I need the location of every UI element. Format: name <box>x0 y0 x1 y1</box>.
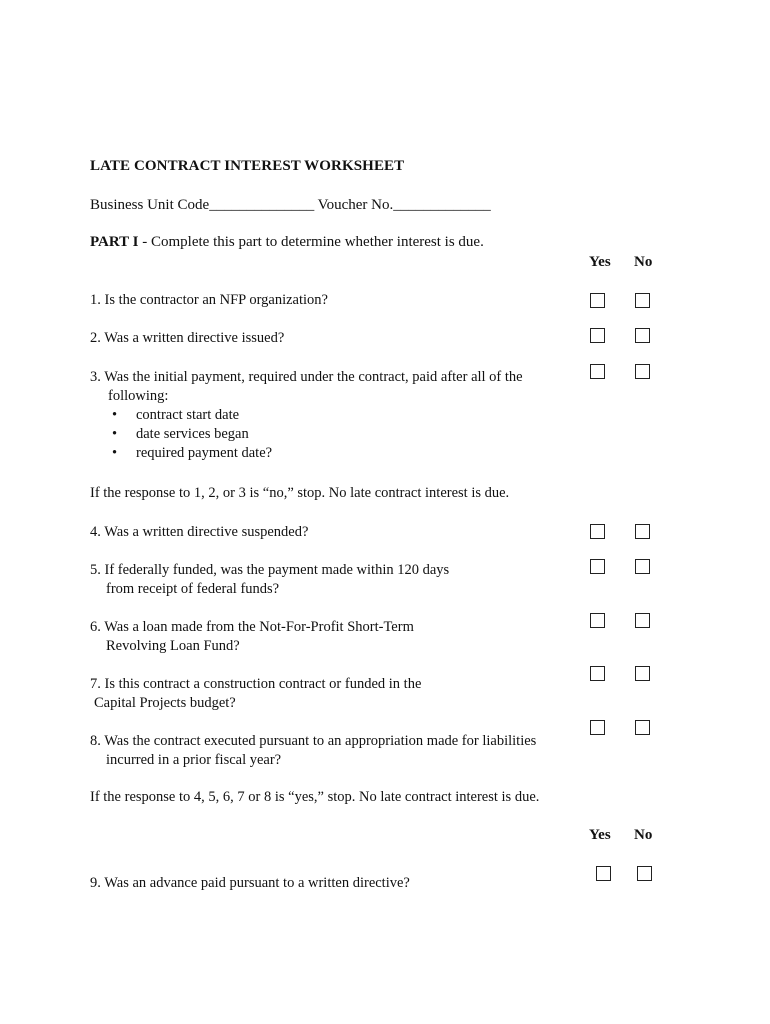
q4-yes-checkbox[interactable] <box>590 524 605 539</box>
q3-no-checkbox[interactable] <box>635 364 650 379</box>
business-unit-blank[interactable]: ______________ <box>209 197 315 213</box>
question-8-line-1: 8. Was the contract executed pursuant to an appropriation made for liabilities <box>90 733 537 749</box>
part-one-label: PART I <box>90 234 139 250</box>
q2-no-checkbox[interactable] <box>635 328 650 343</box>
question-6 <box>90 618 510 656</box>
question-3-line-1: 3. Was the initial payment, required under the contract, paid after all of the <box>90 369 523 385</box>
question-3-line-2: following: <box>108 388 169 404</box>
question-8-line-2: incurred in a prior fiscal year? <box>106 752 282 768</box>
q1-no-checkbox[interactable] <box>635 293 650 308</box>
question-6-line-2: Revolving Loan Fund? <box>106 638 240 654</box>
q6-yes-checkbox[interactable] <box>590 613 605 628</box>
no-header-2: No <box>634 827 653 843</box>
header-fields <box>90 197 491 214</box>
question-1: 1. Is the contractor an NFP organization? <box>90 292 328 308</box>
q9-yes-checkbox[interactable] <box>596 866 611 881</box>
list-item: • required payment date? <box>90 444 570 463</box>
q6-no-checkbox[interactable] <box>635 613 650 628</box>
q1-yes-checkbox[interactable] <box>590 293 605 308</box>
voucher-blank[interactable]: _____________ <box>393 197 491 213</box>
list-item: • contract start date <box>90 406 570 425</box>
q2-yes-checkbox[interactable] <box>590 328 605 343</box>
question-3 <box>90 368 570 463</box>
business-unit-label: Business Unit Code <box>90 197 210 213</box>
question-8 <box>90 732 570 770</box>
question-7-line-2: Capital Projects budget? <box>94 695 236 711</box>
q7-yes-checkbox[interactable] <box>590 666 605 681</box>
question-5-line-1: 5. If federally funded, was the payment made within 120 days <box>90 562 450 578</box>
yes-header-2: Yes <box>589 827 611 843</box>
question-7 <box>90 675 510 713</box>
q8-yes-checkbox[interactable] <box>590 720 605 735</box>
yes-header: Yes <box>589 254 611 270</box>
q9-no-checkbox[interactable] <box>637 866 652 881</box>
question-6-line-1: 6. Was a loan made from the Not-For-Profit Short-Term <box>90 619 414 635</box>
q7-no-checkbox[interactable] <box>635 666 650 681</box>
no-header: No <box>634 254 653 270</box>
question-2: 2. Was a written directive issued? <box>90 330 285 346</box>
q8-no-checkbox[interactable] <box>635 720 650 735</box>
question-3-bullet-list <box>90 406 570 463</box>
question-9: 9. Was an advance paid pursuant to a written directive? <box>90 875 410 891</box>
page-title: LATE CONTRACT INTEREST WORKSHEET <box>90 158 405 174</box>
voucher-label: Voucher No. <box>317 197 394 213</box>
question-5 <box>90 561 510 599</box>
question-7-line-1: 7. Is this contract a construction contract or funded in the <box>90 676 422 692</box>
part-one-instruction: - Complete this part to determine whether interest is due. <box>138 234 484 250</box>
list-item: • date services began <box>90 425 570 444</box>
q5-yes-checkbox[interactable] <box>590 559 605 574</box>
question-5-line-2: from receipt of federal funds? <box>106 581 280 597</box>
stop-note-1: If the response to 1, 2, or 3 is “no,” stop. No late contract interest is due. <box>90 485 510 501</box>
q4-no-checkbox[interactable] <box>635 524 650 539</box>
q3-yes-checkbox[interactable] <box>590 364 605 379</box>
q5-no-checkbox[interactable] <box>635 559 650 574</box>
part-one-heading <box>90 234 484 251</box>
question-4: 4. Was a written directive suspended? <box>90 524 309 540</box>
stop-note-2: If the response to 4, 5, 6, 7 or 8 is “yes,” stop. No late contract interest is due. <box>90 789 540 805</box>
